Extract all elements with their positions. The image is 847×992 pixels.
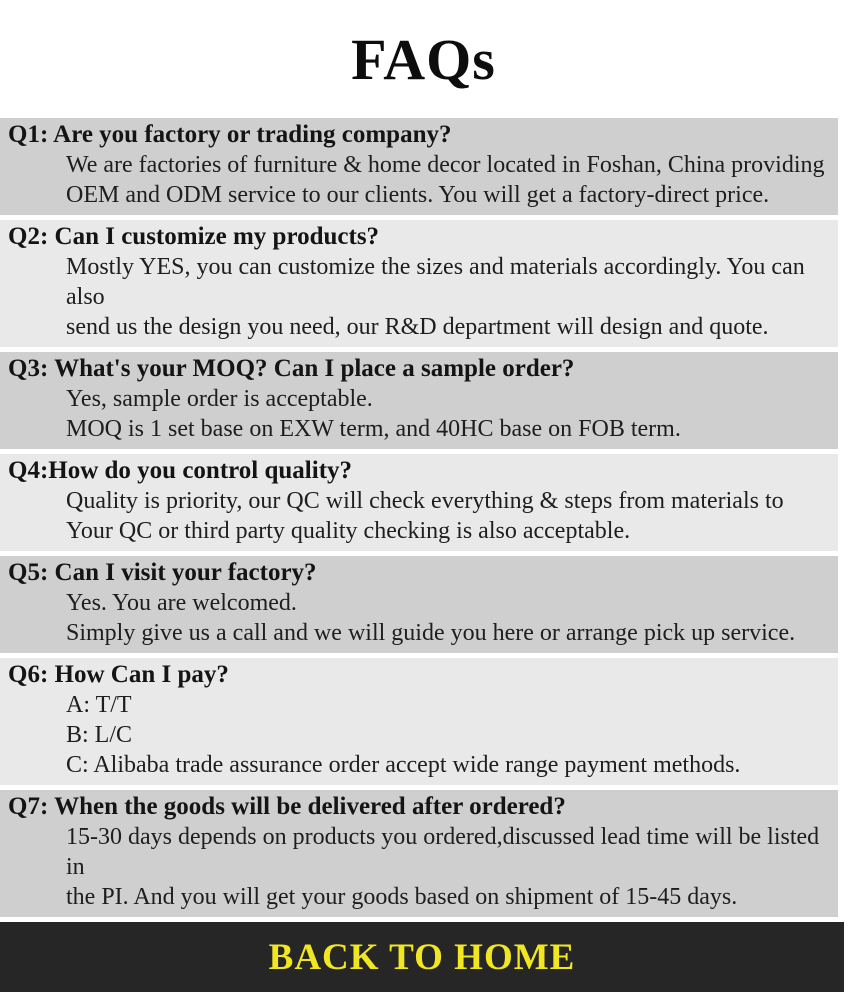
faq-question: Q5: Can I visit your factory? xyxy=(8,559,317,586)
faq-question: Q1: Are you factory or trading company? xyxy=(8,121,452,148)
faq-answer-line: C: Alibaba trade assurance order accept wide range payment methods. xyxy=(66,752,741,778)
page-header xyxy=(0,0,847,118)
faq-answer-line: Mostly YES, you can customize the sizes and materials accordingly. You can also xyxy=(66,254,805,310)
faq-answer-line: Your QC or third party quality checking is also acceptable. xyxy=(66,518,631,544)
faq-list xyxy=(0,118,838,917)
faq-answer-line: Yes. You are welcomed. xyxy=(66,590,297,616)
footer-bar xyxy=(0,922,844,992)
faq-answer-line: We are factories of furniture & home decor located in Foshan, China providing xyxy=(66,152,825,178)
faq-block-q7 xyxy=(0,790,838,917)
faq-block-q1 xyxy=(0,118,838,215)
faq-answer-line: 15-30 days depends on products you ordered,discussed lead time will be listed in xyxy=(66,824,820,880)
faq-question: Q3: What's your MOQ? Can I place a sample order? xyxy=(8,355,575,382)
faq-answer-line: Yes, sample order is acceptable. xyxy=(66,386,373,412)
faq-question: Q2: Can I customize my products? xyxy=(8,223,380,250)
faq-answer-line: OEM and ODM service to our clients. You will get a factory-direct price. xyxy=(66,182,770,208)
faq-question: Q4:How do you control quality? xyxy=(8,457,353,484)
faq-question: Q7: When the goods will be delivered after ordered? xyxy=(8,793,566,820)
faq-block-q4 xyxy=(0,454,838,551)
faq-answer-line: Simply give us a call and we will guide you here or arrange pick up service. xyxy=(66,620,796,646)
faq-question: Q6: How Can I pay? xyxy=(8,661,229,688)
faq-answer-line: MOQ is 1 set base on EXW term, and 40HC base on FOB term. xyxy=(66,416,681,442)
faq-answer-line: send us the design you need, our R&D department will design and quote. xyxy=(66,314,769,340)
faq-block-q2 xyxy=(0,220,838,347)
faq-answer-line: A: T/T xyxy=(66,692,132,718)
page-title: FAQs xyxy=(351,26,496,92)
faq-answer-line: the PI. And you will get your goods based on shipment of 15-45 days. xyxy=(66,884,738,910)
faq-block-q5 xyxy=(0,556,838,653)
faq-answer-line: B: L/C xyxy=(66,722,133,748)
faq-answer-line: Quality is priority, our QC will check everything & steps from materials to xyxy=(66,488,784,514)
back-to-home-button[interactable]: BACK TO HOME xyxy=(268,936,576,978)
faq-block-q6 xyxy=(0,658,838,785)
faq-block-q3 xyxy=(0,352,838,449)
